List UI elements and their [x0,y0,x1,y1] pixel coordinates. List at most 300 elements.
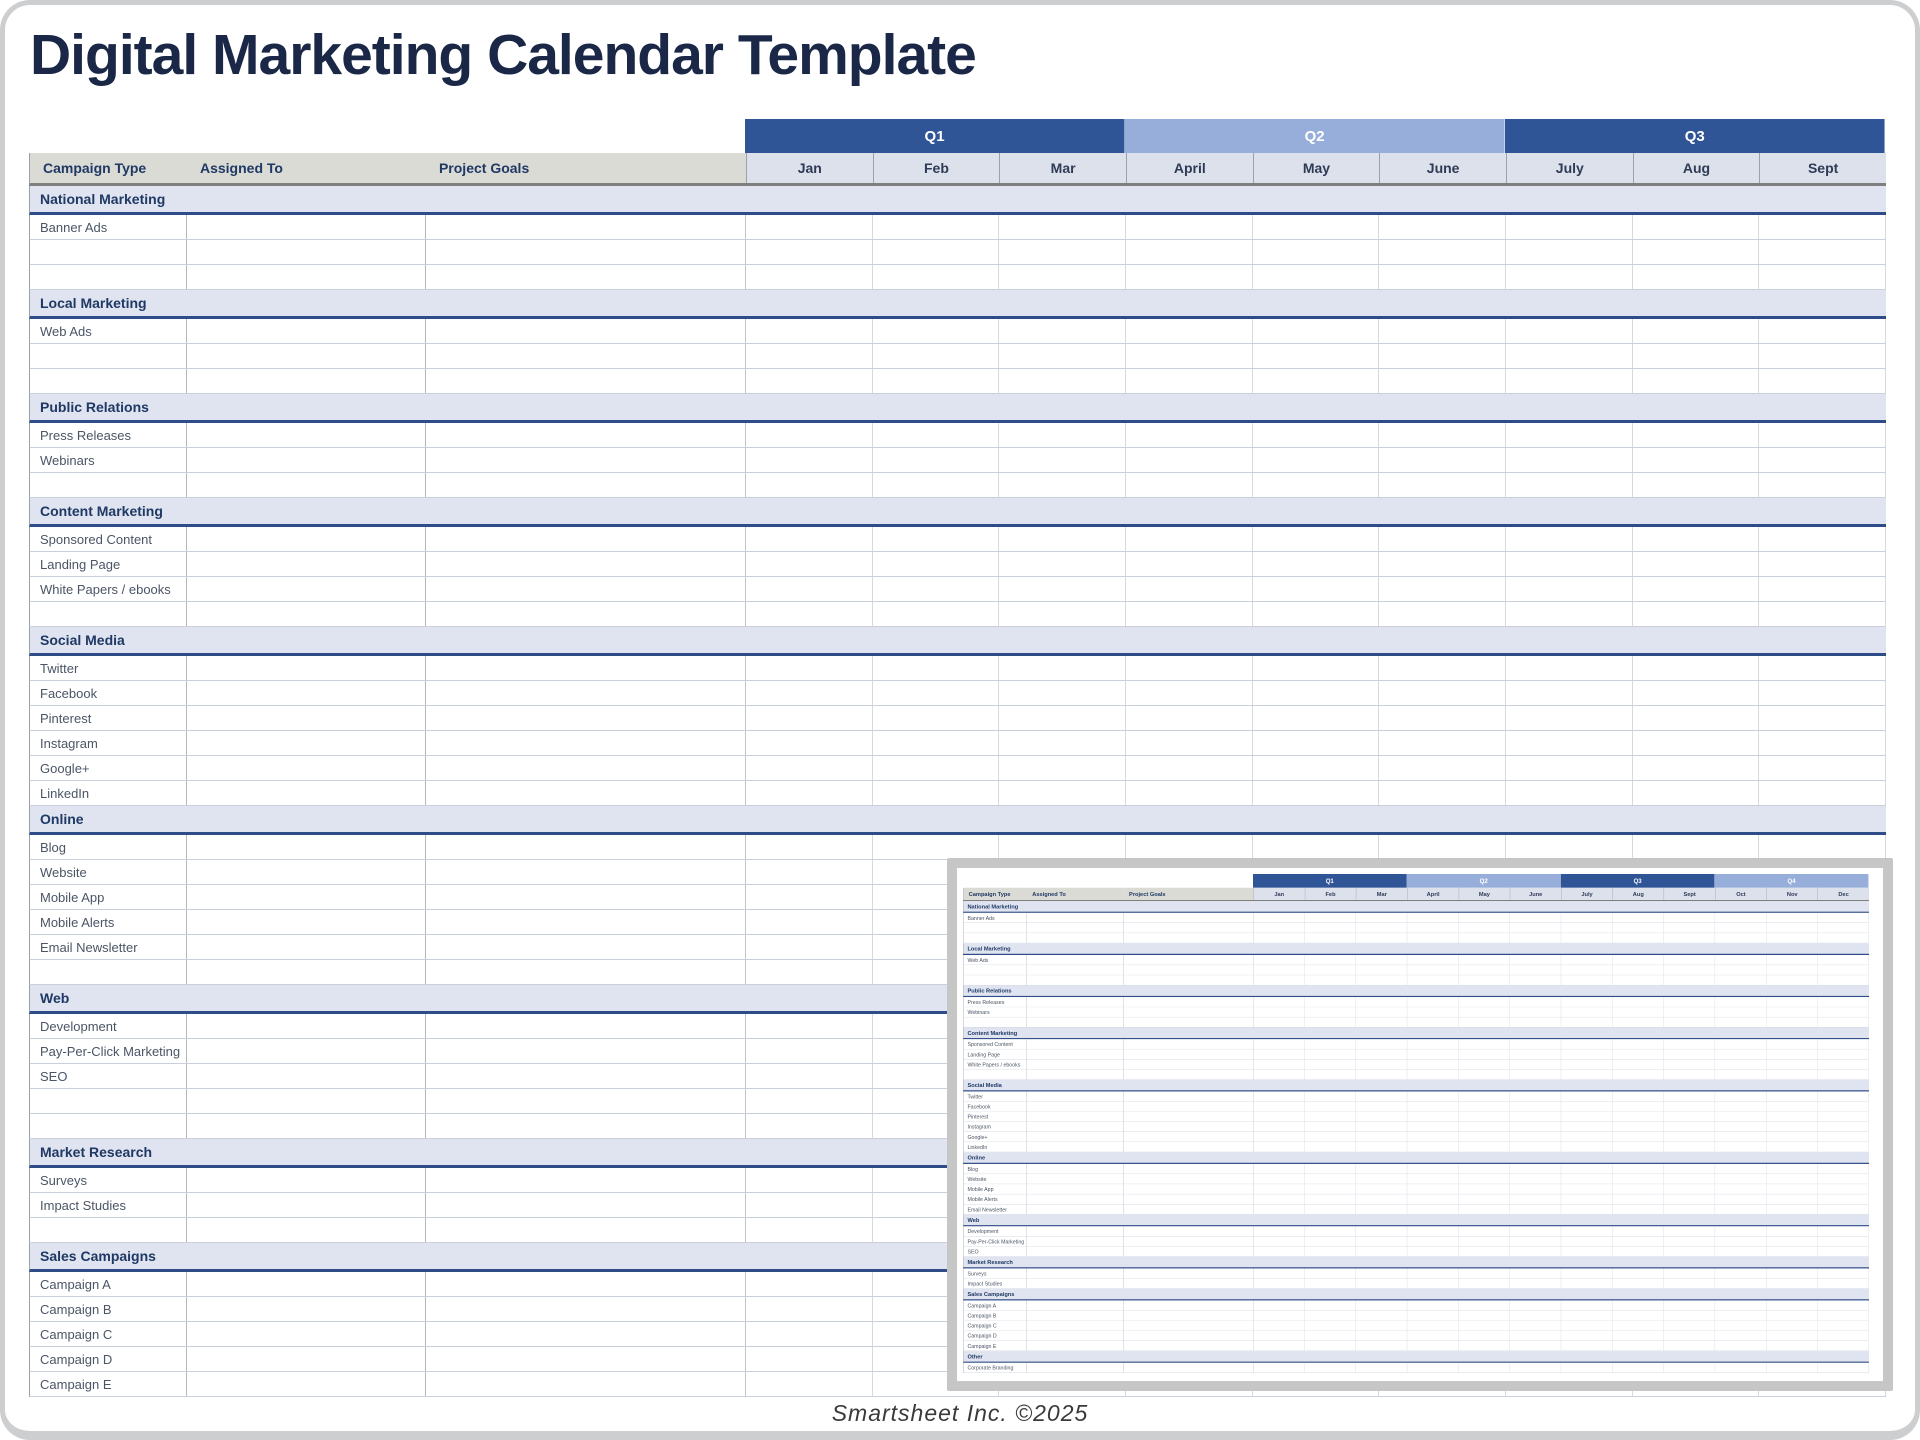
month-cell [1818,1184,1869,1194]
month-cell [1459,1321,1510,1331]
project-goals-cell [1124,1070,1254,1080]
month-cell [1664,1070,1715,1080]
month-cell [1561,965,1612,975]
section-header-label: National Marketing [40,191,166,207]
project-goals-cell [1124,1300,1254,1310]
month-cell [1510,1341,1561,1351]
month-cell [1561,1279,1612,1289]
assigned-to-cell [1027,997,1124,1007]
month-cell [1633,756,1760,780]
month-cell [1459,955,1510,965]
month-cell [873,731,1000,755]
month-cell [1126,527,1253,551]
month-cell [1664,1268,1715,1278]
month-cell [1305,1341,1356,1351]
month-cell [1664,1049,1715,1059]
project-goals-cell [1124,1059,1254,1069]
month-cell [746,731,873,755]
month-header: Mar [1356,888,1407,900]
month-cell [1612,1236,1663,1246]
quarter-row [963,874,1869,888]
section-header-label: Content Marketing [967,1029,1018,1036]
month-cell [1506,369,1633,393]
month-cell [1612,955,1663,965]
month-cell [1305,1321,1356,1331]
table-row [29,423,1886,448]
month-cell [1818,1321,1869,1331]
month-header: Aug [1633,153,1760,183]
month-cell [746,577,873,601]
campaign-type-cell: White Papers / ebooks [30,577,187,601]
campaign-type-cell [30,473,187,497]
month-cell [1379,706,1506,730]
project-goals-cell [1124,1164,1254,1174]
table-row [963,997,1869,1007]
month-cell [999,319,1126,343]
month-cell [1407,1226,1458,1236]
project-goals-cell [426,319,746,343]
month-cell [999,369,1126,393]
assigned-to-cell [1027,1236,1124,1246]
month-cell [873,240,1000,264]
month-cell [1253,1007,1304,1017]
month-cell [1818,1363,1869,1373]
month-cell [1766,933,1817,943]
month-cell [1766,1017,1817,1027]
project-goals-cell [426,265,746,289]
month-cell [1407,975,1458,985]
month-cell [1715,1122,1766,1132]
month-cell [1126,369,1253,393]
month-cell [1766,923,1817,933]
month-cell [1766,1007,1817,1017]
month-cell [1305,1204,1356,1214]
table-row [29,552,1886,577]
month-cell [1818,997,1869,1007]
month-cell [1253,1341,1304,1351]
project-goals-cell [1124,975,1254,985]
section-header [963,943,1869,955]
month-cell [746,1014,873,1038]
month-cell [1407,1007,1458,1017]
table-row [29,835,1886,860]
assigned-to-cell [1027,1122,1124,1132]
assigned-to-cell [187,1168,426,1192]
month-cell [1818,965,1869,975]
month-cell [1506,552,1633,576]
month-cell [1305,1102,1356,1112]
month-cell [1664,923,1715,933]
month-cell [1510,1247,1561,1257]
month-cell [1759,756,1886,780]
section-header-label: Public Relations [40,399,149,415]
month-cell [1379,681,1506,705]
month-cell [1459,1341,1510,1351]
project-goals-cell [426,1089,746,1113]
month-cell [999,473,1126,497]
month-cell [1818,913,1869,923]
project-goals-cell [1124,923,1254,933]
month-cell [1766,1132,1817,1142]
thumbnail-calendar-table [963,874,1869,1373]
campaign-type-cell: Google+ [963,1132,1027,1142]
table-row [963,1236,1869,1246]
month-cell [746,1114,873,1138]
section-header [963,1289,1869,1301]
table-row [29,656,1886,681]
month-cell [1510,1132,1561,1142]
month-cell [1305,1279,1356,1289]
campaign-type-cell: Webinars [30,448,187,472]
month-cell [1126,681,1253,705]
month-cell [1506,265,1633,289]
section-header [29,290,1886,319]
month-cell [1766,1247,1817,1257]
month-cell [1126,473,1253,497]
month-cell [1612,933,1663,943]
month-cell [1766,1102,1817,1112]
month-cell [1459,1132,1510,1142]
campaign-type-cell: Campaign C [963,1321,1027,1331]
month-cell [1407,1174,1458,1184]
project-goals-cell [1124,1363,1254,1373]
month-cell [1510,1174,1561,1184]
month-cell [1715,1059,1766,1069]
month-cell [1818,1132,1869,1142]
month-cell [1612,1091,1663,1101]
month-cell [1510,1363,1561,1373]
month-header: Feb [873,153,1000,183]
month-cell [1305,1112,1356,1122]
column-header: Campaign Type [963,888,1027,900]
project-goals-cell [1124,965,1254,975]
month-cell [1305,1194,1356,1204]
month-cell [1612,923,1663,933]
month-cell [1561,1070,1612,1080]
month-cell [1356,1236,1407,1246]
month-cell [1818,1102,1869,1112]
assigned-to-cell [187,265,426,289]
month-cell [1715,1204,1766,1214]
month-cell [1766,1226,1817,1236]
month-cell [1612,1247,1663,1257]
month-cell [1818,1164,1869,1174]
assigned-to-cell [1027,1341,1124,1351]
month-cell [1126,448,1253,472]
month-cell [746,681,873,705]
assigned-to-cell [1027,1174,1124,1184]
project-goals-cell [426,240,746,264]
month-cell [873,656,1000,680]
campaign-type-cell: SEO [30,1064,187,1088]
month-cell [1510,955,1561,965]
month-cell [999,756,1126,780]
section-header [29,186,1886,215]
project-goals-cell [426,1372,746,1396]
campaign-type-cell: Development [963,1226,1027,1236]
month-cell [1664,1184,1715,1194]
month-cell [1253,552,1380,576]
month-cell [1253,1247,1304,1257]
month-cell [1459,975,1510,985]
table-row [963,1112,1869,1122]
section-header [963,1257,1869,1269]
month-cell [1506,344,1633,368]
month-cell [1305,975,1356,985]
month-cell [1506,240,1633,264]
project-goals-cell [426,910,746,934]
assigned-to-cell [187,1014,426,1038]
month-cell [1407,1300,1458,1310]
month-cell [873,835,1000,859]
campaign-type-cell: Pinterest [30,706,187,730]
month-cell [1356,1174,1407,1184]
month-cell [1759,835,1886,859]
month-cell [1561,1226,1612,1236]
month-cell [1510,1122,1561,1132]
month-cell [746,935,873,959]
month-cell [1407,933,1458,943]
table-row [963,975,1869,985]
month-header: June [1510,888,1561,900]
month-cell [1305,1091,1356,1101]
month-cell [1633,473,1760,497]
campaign-type-cell: Landing Page [963,1049,1027,1059]
project-goals-cell [426,423,746,447]
month-cell [1305,1142,1356,1152]
thumbnail-inset [947,858,1893,1391]
campaign-type-cell: Campaign E [963,1341,1027,1351]
month-cell [1818,1236,1869,1246]
project-goals-cell [426,1347,746,1371]
month-cell [1510,975,1561,985]
month-cell [1253,1039,1304,1049]
campaign-type-cell [963,965,1027,975]
month-cell [1459,1049,1510,1059]
month-cell [746,1193,873,1217]
campaign-type-cell: Sponsored Content [30,527,187,551]
month-cell [873,215,1000,239]
table-row [963,1142,1869,1152]
table-row [29,756,1886,781]
table-row [963,1059,1869,1069]
month-cell [1715,933,1766,943]
table-row [963,1341,1869,1351]
campaign-type-cell: Google+ [30,756,187,780]
assigned-to-cell [187,1297,426,1321]
month-cell [1561,1164,1612,1174]
month-cell [746,423,873,447]
campaign-type-cell: Facebook [30,681,187,705]
month-cell [1818,923,1869,933]
month-cell [1664,1091,1715,1101]
month-cell [746,781,873,805]
campaign-type-cell [30,1218,187,1242]
assigned-to-cell [187,960,426,984]
month-cell [1766,1174,1817,1184]
project-goals-cell [426,681,746,705]
month-cell [1356,923,1407,933]
month-cell [1407,1268,1458,1278]
month-cell [1766,1321,1817,1331]
month-cell [1253,1226,1304,1236]
month-cell [1561,923,1612,933]
month-cell [1510,1204,1561,1214]
month-header: Dec [1818,888,1869,900]
month-cell [1305,1164,1356,1174]
month-cell [1633,423,1760,447]
assigned-to-cell [1027,975,1124,985]
assigned-to-cell [1027,1184,1124,1194]
month-cell [1407,1091,1458,1101]
month-cell [1253,1017,1304,1027]
month-cell [1561,1204,1612,1214]
section-header-label: Online [40,811,84,827]
month-cell [1305,1236,1356,1246]
month-cell [1561,1331,1612,1341]
month-cell [1766,955,1817,965]
month-cell [1561,1017,1612,1027]
month-cell [1715,1070,1766,1080]
month-cell [1407,913,1458,923]
campaign-type-cell: Landing Page [30,552,187,576]
assigned-to-cell [1027,955,1124,965]
month-cell [1612,1341,1663,1351]
month-cell [1253,731,1380,755]
month-cell [746,835,873,859]
project-goals-cell [1124,1142,1254,1152]
campaign-type-cell: Banner Ads [963,913,1027,923]
table-row [963,1363,1869,1373]
month-cell [1612,965,1663,975]
month-cell [1305,1331,1356,1341]
month-cell [873,319,1000,343]
month-cell [1506,473,1633,497]
month-cell [1561,1300,1612,1310]
month-cell [1612,1321,1663,1331]
month-cell [1633,781,1760,805]
month-cell [1356,1363,1407,1373]
month-cell [746,240,873,264]
assigned-to-cell [1027,1039,1124,1049]
month-cell [746,860,873,884]
month-cell [1253,1132,1304,1142]
section-header [963,901,1869,913]
month-cell [1356,1331,1407,1341]
month-cell [1459,923,1510,933]
month-cell [999,656,1126,680]
month-cell [1818,1049,1869,1059]
table-row [963,1102,1869,1112]
month-cell [1506,577,1633,601]
quarter-header-q3: Q3 [1561,874,1715,888]
month-cell [1506,656,1633,680]
month-cell [1459,1164,1510,1174]
month-cell [1459,1091,1510,1101]
month-cell [1379,552,1506,576]
month-cell [1612,1279,1663,1289]
month-cell [1759,240,1886,264]
month-cell [1759,473,1886,497]
quarter-header-q2: Q2 [1407,874,1561,888]
assigned-to-cell [187,1089,426,1113]
project-goals-cell [426,935,746,959]
month-cell [1766,1184,1817,1194]
assigned-to-cell [187,835,426,859]
assigned-to-cell [187,1039,426,1063]
month-cell [1356,1247,1407,1257]
month-cell [1459,965,1510,975]
campaign-type-cell: Twitter [30,656,187,680]
campaign-type-cell [963,933,1027,943]
month-cell [1561,1194,1612,1204]
month-cell [1715,1184,1766,1194]
month-cell [1766,1070,1817,1080]
month-cell [1561,1247,1612,1257]
month-cell [746,265,873,289]
month-cell [1612,913,1663,923]
month-cell [1407,1017,1458,1027]
month-cell [1356,1279,1407,1289]
assigned-to-cell [1027,1059,1124,1069]
month-cell [1356,1184,1407,1194]
month-cell [1459,1194,1510,1204]
table-row [963,1007,1869,1017]
month-header: Sept [1664,888,1715,900]
campaign-type-cell: Facebook [963,1102,1027,1112]
assigned-to-cell [187,1372,426,1396]
project-goals-cell [1124,1311,1254,1321]
project-goals-cell [1124,1112,1254,1122]
month-cell [999,706,1126,730]
month-cell [1612,1122,1663,1132]
campaign-type-cell [30,1114,187,1138]
project-goals-cell [426,1039,746,1063]
month-cell [746,1347,873,1371]
table-row [29,681,1886,706]
month-cell [1633,265,1760,289]
month-cell [1759,781,1886,805]
project-goals-cell [426,731,746,755]
month-cell [1253,756,1380,780]
month-cell [746,319,873,343]
month-cell [1612,1300,1663,1310]
project-goals-cell [1124,1091,1254,1101]
month-cell [1407,1247,1458,1257]
month-cell [1356,1194,1407,1204]
month-cell [1664,1363,1715,1373]
month-cell [1459,1122,1510,1132]
month-cell [1356,1268,1407,1278]
month-cell [1356,1164,1407,1174]
month-cell [873,602,1000,626]
table-row [29,706,1886,731]
month-header: Jan [746,153,873,183]
month-cell [1633,552,1760,576]
month-cell [1664,1039,1715,1049]
month-cell [1305,1311,1356,1321]
month-cell [1459,1070,1510,1080]
month-cell [1766,1039,1817,1049]
thumbnail-inset-inner [963,874,1877,1375]
month-cell [1407,1049,1458,1059]
month-cell [1379,577,1506,601]
assigned-to-cell [1027,1311,1124,1321]
month-cell [1561,1174,1612,1184]
assigned-to-cell [187,369,426,393]
month-cell [1664,975,1715,985]
month-cell [1715,997,1766,1007]
